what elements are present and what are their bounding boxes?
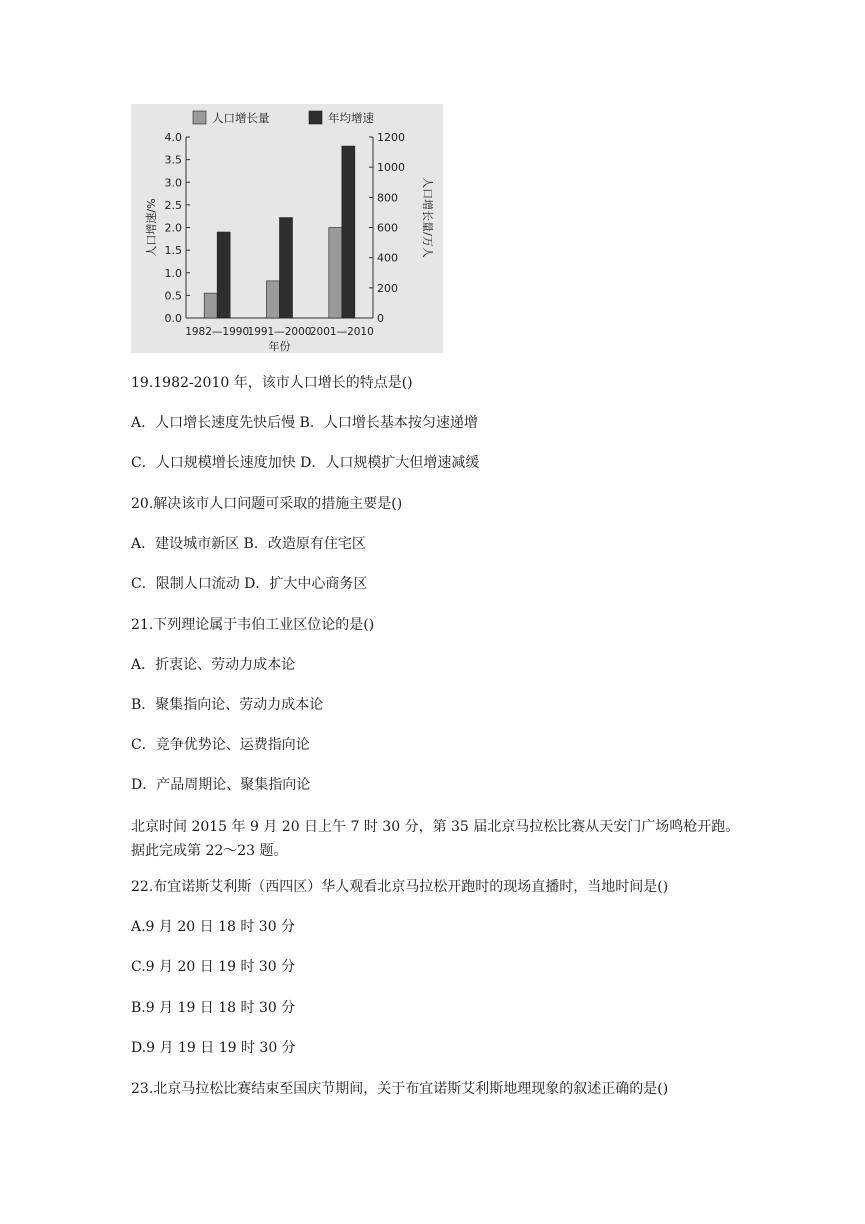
y-left-tick-label: 2.5 xyxy=(164,198,182,212)
y-right-tick-label: 200 xyxy=(377,281,398,295)
bar-annual-rate xyxy=(342,146,355,318)
question-22-option-a: A.9 月 20 日 18 时 30 分 xyxy=(131,919,296,935)
x-axis-label: 年份 xyxy=(268,340,291,353)
question-19-options-ab: A．人口增长速度先快后慢 B．人口增长基本按匀速递增 xyxy=(131,415,478,431)
y-left-tick-label: 0.0 xyxy=(164,312,182,325)
question-23: 23.北京马拉松比赛结束至国庆节期间，关于布宜诺斯艾利斯地理现象的叙述正确的是() xyxy=(131,1081,669,1097)
y-left-tick-label: 4.0 xyxy=(164,131,182,144)
x-tick-label: 1991—2000 xyxy=(247,326,312,338)
y-right-tick-label: 0 xyxy=(377,312,384,325)
question-19-options-cd: C．人口规模增长速度加快 D．人口规模扩大但增速减缓 xyxy=(131,455,480,471)
chart-svg xyxy=(131,104,443,353)
question-21: 21.下列理论属于韦伯工业区位论的是() xyxy=(131,617,375,633)
bar-annual-rate xyxy=(280,218,293,318)
y-axis-right-label: 人口增长量/万人 xyxy=(421,177,434,258)
bar-annual-rate xyxy=(217,232,230,318)
question-20-options-ab: A．建设城市新区 B．改造原有住宅区 xyxy=(131,536,366,552)
bar-growth-amount xyxy=(204,293,217,318)
x-tick-label: 1982—1990 xyxy=(185,326,250,338)
question-19: 19.1982-2010 年，该市人口增长的特点是() xyxy=(131,375,413,391)
y-left-tick-label: 0.5 xyxy=(164,289,182,303)
y-left-tick-label: 1.0 xyxy=(164,266,182,280)
y-right-tick-label: 400 xyxy=(377,251,398,265)
y-left-tick-label: 3.0 xyxy=(164,176,182,190)
bar-growth-amount xyxy=(267,281,280,318)
question-22-option-d: D.9 月 19 日 19 时 30 分 xyxy=(131,1040,296,1056)
intro-22-23: 北京时间 2015 年 9 月 20 日上午 7 时 30 分，第 35 届北京马拉松比赛从天安门广场鸣枪开跑。据此完成第 22～23 题。 xyxy=(131,819,740,859)
legend-swatch xyxy=(309,111,322,124)
y-left-tick-label: 3.5 xyxy=(164,153,182,167)
question-22-option-c: C.9 月 20 日 19 时 30 分 xyxy=(131,959,296,975)
y-axis-left-label: 人口增速/% xyxy=(145,198,158,257)
y-left-tick-label: 1.5 xyxy=(164,244,182,258)
question-21-option-c: C．竞争优势论、运费指向论 xyxy=(131,737,310,753)
question-20: 20.解决该市人口问题可采取的措施主要是() xyxy=(131,496,403,512)
y-right-tick-label: 1200 xyxy=(377,131,405,144)
y-right-tick-label: 1000 xyxy=(377,161,405,175)
population-chart xyxy=(131,104,443,353)
question-22: 22.布宜诺斯艾利斯（西四区）华人观看北京马拉松开跑时的现场直播时，当地时间是() xyxy=(131,879,669,895)
legend-label: 年均增速 xyxy=(328,111,374,125)
y-left-tick-label: 2.0 xyxy=(164,221,182,235)
legend-swatch xyxy=(193,111,206,124)
x-tick-label: 2001—2010 xyxy=(309,326,374,338)
legend-label: 人口增长量 xyxy=(212,111,270,125)
question-20-options-cd: C．限制人口流动 D．扩大中心商务区 xyxy=(131,576,368,592)
y-right-tick-label: 800 xyxy=(377,191,398,205)
y-right-tick-label: 600 xyxy=(377,221,398,235)
question-22-option-b: B.9 月 19 日 18 时 30 分 xyxy=(131,1000,296,1016)
question-21-option-d: D．产品周期论、聚集指向论 xyxy=(131,777,311,793)
bar-growth-amount xyxy=(329,228,342,319)
question-21-option-a: A．折衷论、劳动力成本论 xyxy=(131,657,296,673)
question-21-option-b: B．聚集指向论、劳动力成本论 xyxy=(131,697,324,713)
